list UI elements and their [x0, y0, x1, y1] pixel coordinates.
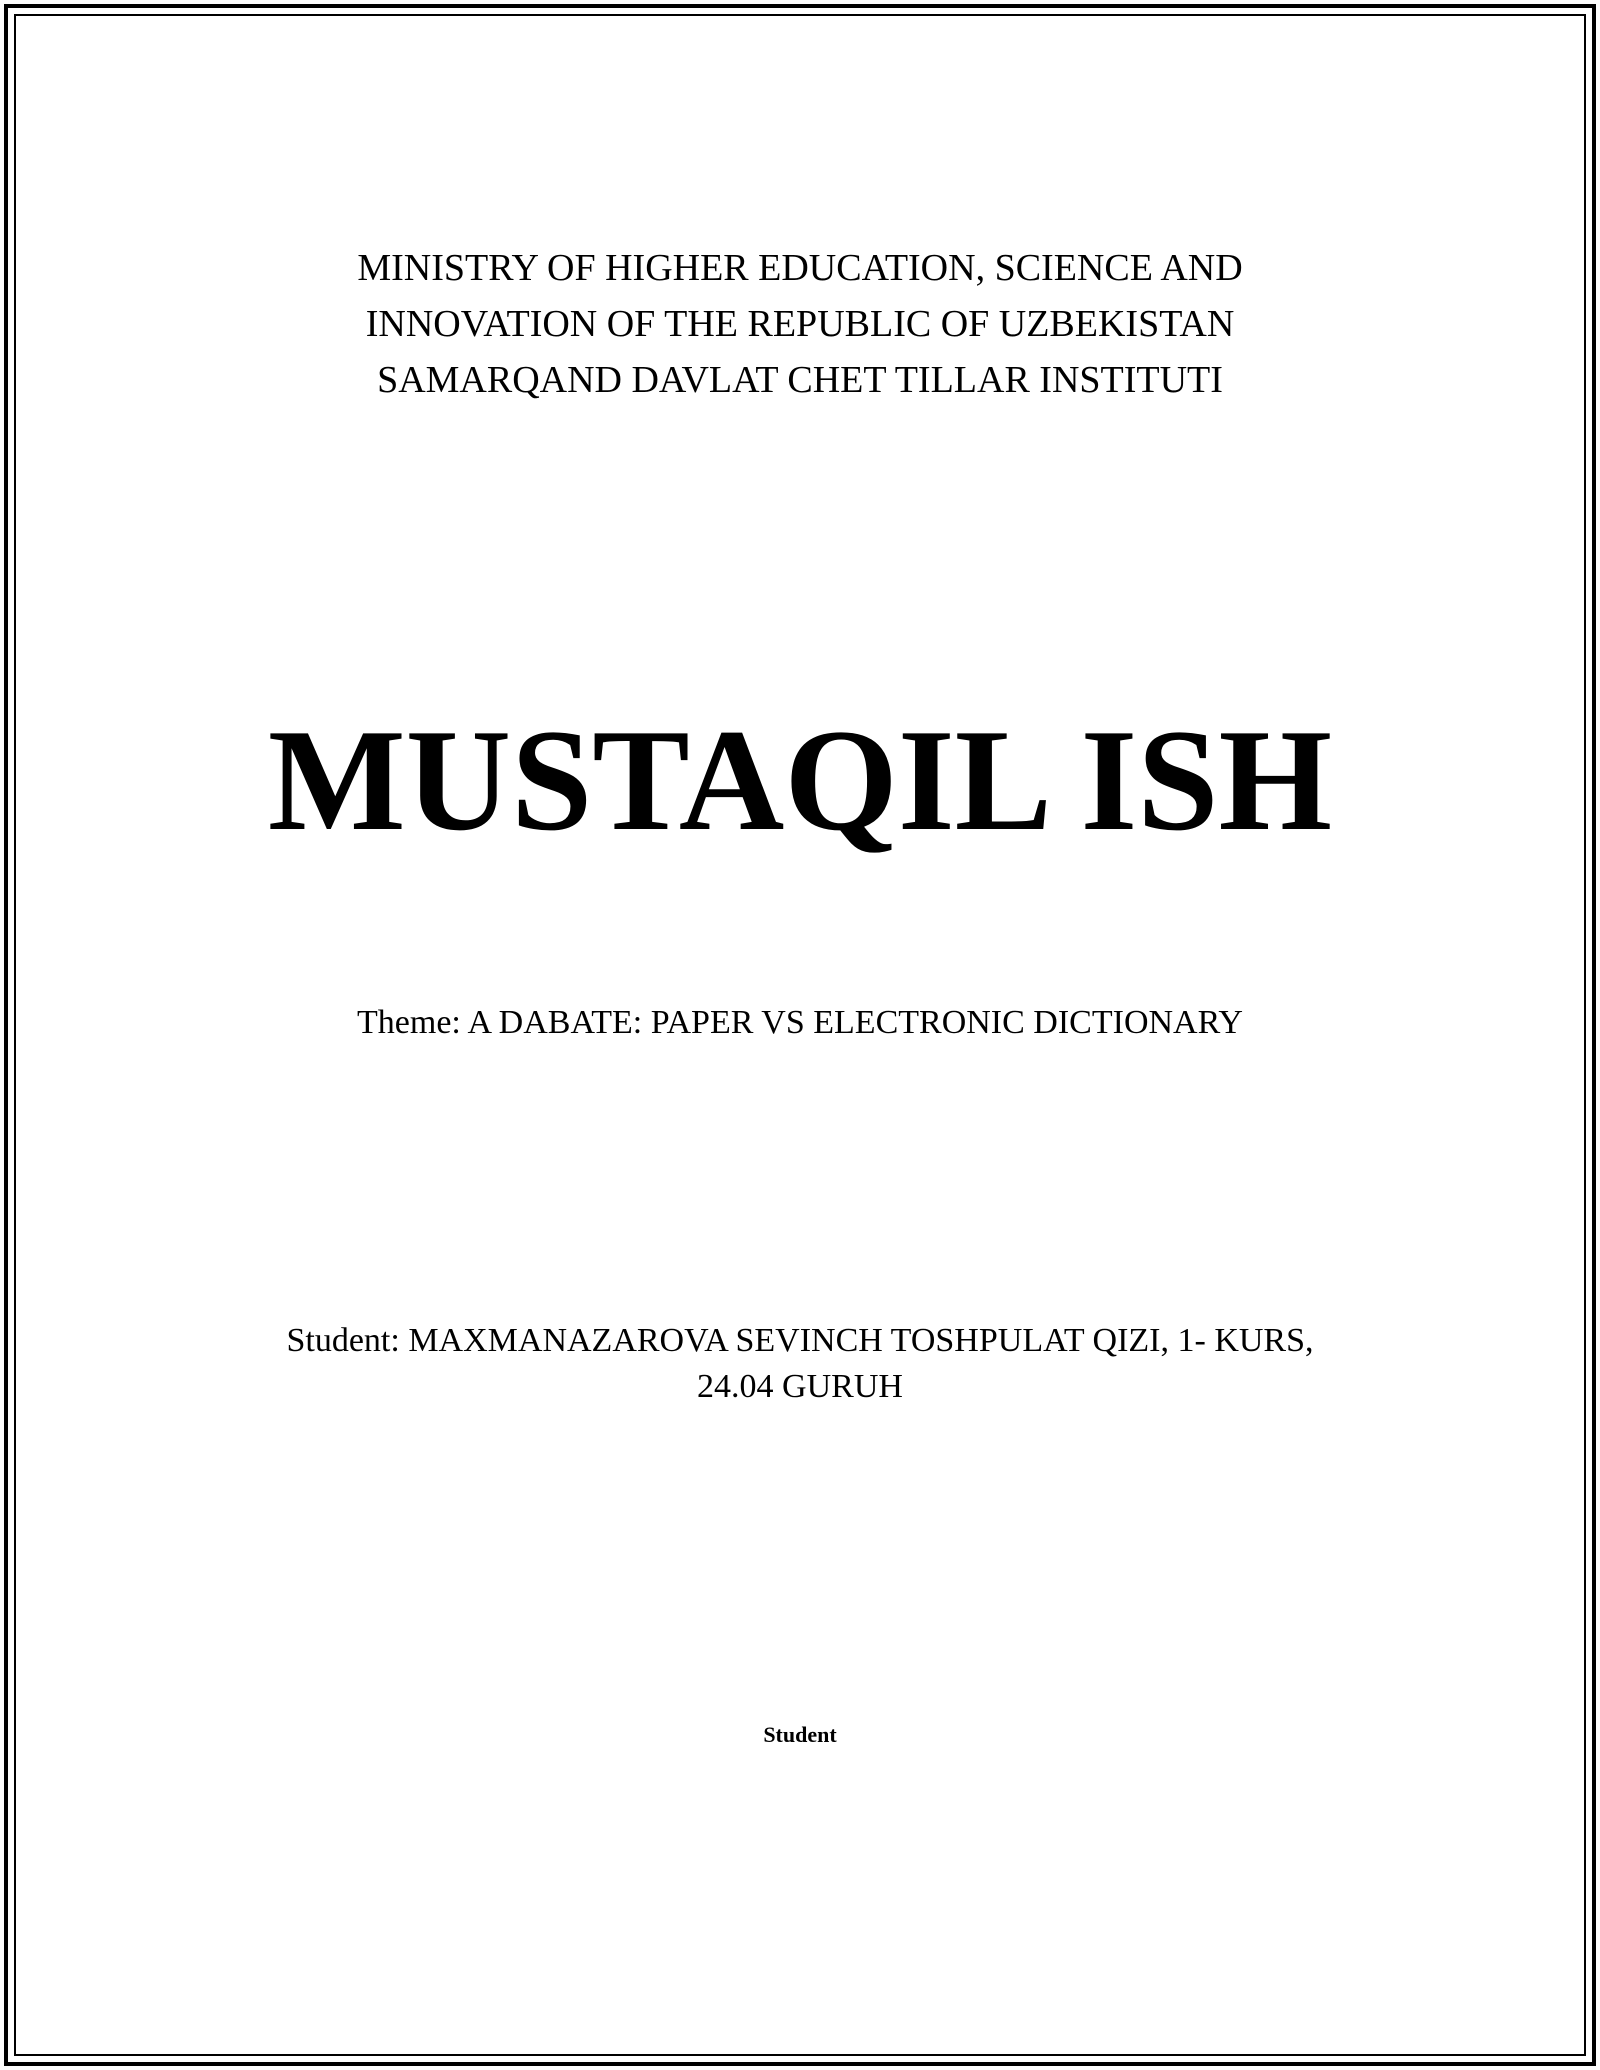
student-info-line-1: Student: MAXMANAZAROVA SEVINCH TOSHPULAT QIZI, 1- KURS,	[286, 1322, 1314, 1359]
institution-header	[0, 240, 1600, 408]
student-info-line-2: 24.04 GURUH	[697, 1368, 903, 1405]
document-title: MUSTAQIL ISH	[267, 699, 1333, 861]
institution-line-2: INNOVATION OF THE REPUBLIC OF UZBEKISTAN	[365, 303, 1235, 345]
institution-line-3: SAMARQAND DAVLAT CHET TILLAR INSTITUTI	[377, 359, 1223, 401]
theme-line: Theme: A DABATE: PAPER VS ELECTRONIC DICTIONARY	[357, 1004, 1243, 1041]
institution-line-1: MINISTRY OF HIGHER EDUCATION, SCIENCE AND	[357, 247, 1243, 289]
student-footer-label: Student	[763, 1722, 837, 1747]
student-info	[0, 1318, 1600, 1410]
